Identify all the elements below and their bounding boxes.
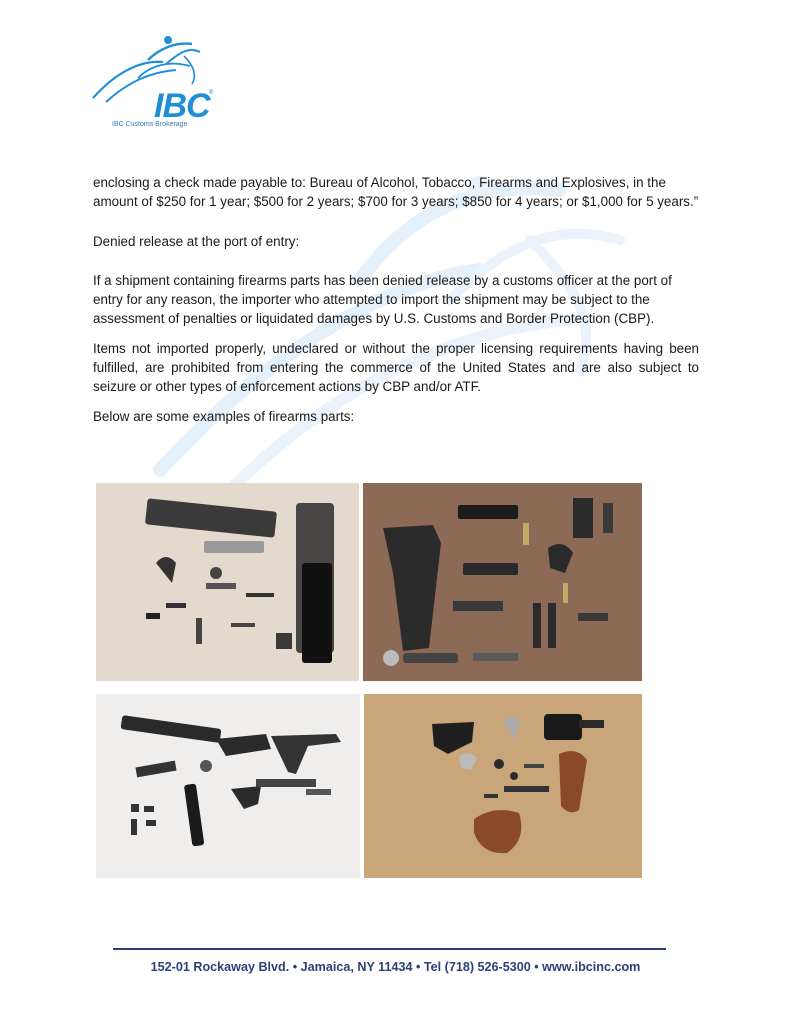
examples-intro: Below are some examples of firearms parts: xyxy=(93,408,355,424)
enforcement-paragraph: Items not imported properly, undeclared or without the proper licensing requirements having been fulfilled, are prohibited from entering the commerce of the United States and are also subject to seizure or other types of enforcement actions by CBP and/or ATF. xyxy=(93,340,699,395)
footer-divider xyxy=(113,948,666,950)
fee-paragraph: enclosing a check made payable to: Bureau of Alcohol, Tobacco, Firearms and Explosives, in the amount of $250 for 1 year; $500 for 2 years; $700 for 3 years; $850 for 4 years; or $1,000 for 5 years.” xyxy=(93,175,699,210)
firearms-parts-gallery xyxy=(96,483,642,878)
photo-revolver-parts xyxy=(364,694,642,878)
photo-pistol-parts xyxy=(96,483,359,681)
photo-submachine-gun-parts xyxy=(96,694,360,878)
logo-wordmark: IBC xyxy=(154,87,210,125)
registered-mark: ® xyxy=(209,90,214,96)
photo-rifle-lower-parts xyxy=(363,483,642,681)
document-body xyxy=(93,173,699,426)
footer-contact: 152-01 Rockaway Blvd. • Jamaica, NY 11434 • Tel (718) 526-5300 • www.ibcinc.com xyxy=(150,960,641,974)
denied-release-paragraph: If a shipment containing firearms parts has been denied release by a customs officer at the port of entry for any reason, the importer who attempted to import the shipment may be subject to the assessment of penalties or liquidated damages by U.S. Customs and Border Protection (CBP). xyxy=(93,272,672,327)
logo-subtitle: IBC Customs Brokerage xyxy=(112,121,188,128)
section-heading-denied-release: Denied release at the port of entry: xyxy=(93,233,300,249)
company-logo xyxy=(88,30,228,135)
